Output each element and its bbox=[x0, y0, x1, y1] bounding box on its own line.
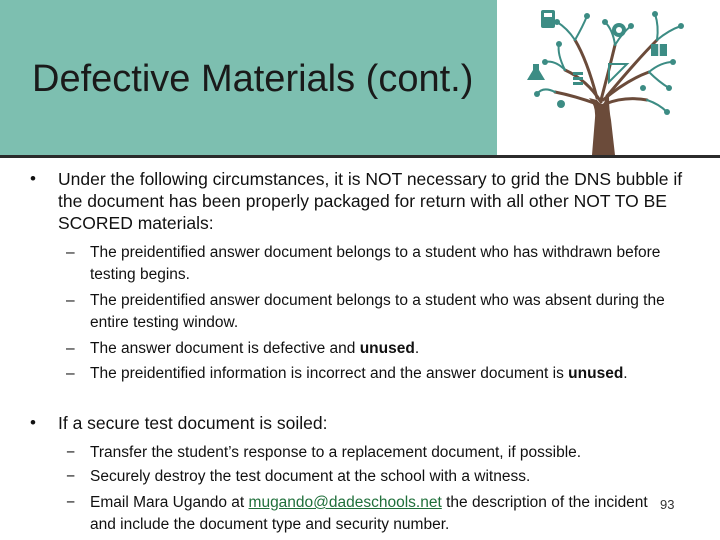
subitem-text: Transfer the student’s response to a replacement document, if possible. bbox=[90, 444, 582, 461]
subitem-text-bold: unused bbox=[568, 365, 624, 382]
subitem-2-1 bbox=[66, 442, 702, 464]
subitem-text: Securely destroy the test document at the school with a witness. bbox=[90, 468, 531, 485]
subitem-text-post: . bbox=[414, 340, 420, 357]
subitem-text-post: . bbox=[623, 365, 628, 382]
dash-marker: − bbox=[66, 468, 76, 485]
subitem-text-post: the description of the incident and include the document type and security number. bbox=[90, 494, 648, 533]
dash-marker: – bbox=[66, 365, 75, 382]
subitem-text-bold: unused bbox=[359, 340, 415, 357]
email-link[interactable]: mugando@dadeschools.net bbox=[248, 494, 442, 511]
bullet-text: If a secure test document is soiled: bbox=[58, 413, 328, 433]
subitem-1-1 bbox=[66, 242, 702, 286]
dash-marker: – bbox=[66, 340, 75, 357]
dash-marker: – bbox=[66, 244, 75, 261]
bullet-2 bbox=[30, 412, 708, 434]
subitem-1-4 bbox=[66, 363, 702, 385]
subitem-1-3 bbox=[66, 338, 702, 360]
subitem-text: The preidentified answer document belongs to a student who has withdrawn before testing begins. bbox=[90, 244, 661, 283]
subitem-text-pre: The preidentified information is incorrect and the answer document is bbox=[90, 365, 569, 382]
dash-marker: – bbox=[66, 292, 75, 309]
subitem-text: The preidentified answer document belongs to a student who was absent during the entire testing window. bbox=[90, 292, 665, 331]
bullet-1 bbox=[30, 168, 708, 234]
subitem-1-2 bbox=[66, 290, 702, 334]
dash-marker: − bbox=[66, 494, 76, 511]
bullet-marker: • bbox=[30, 413, 36, 432]
dash-marker: − bbox=[66, 444, 76, 461]
page-title: Defective Materials (cont.) bbox=[32, 58, 474, 100]
subitem-2-3 bbox=[66, 492, 670, 536]
page-number: 93 bbox=[660, 497, 675, 512]
subitem-text-pre: The answer document is defective and bbox=[90, 340, 360, 357]
subitem-2-2 bbox=[66, 466, 702, 488]
bullet-marker: • bbox=[30, 169, 36, 188]
bullet-text: Under the following circumstances, it is NOT necessary to grid the DNS bubble if the document has been properly packaged for return with all other NOT TO BE SCORED materials: bbox=[58, 169, 683, 233]
subitem-text-pre: Email Mara Ugando at bbox=[90, 494, 249, 511]
